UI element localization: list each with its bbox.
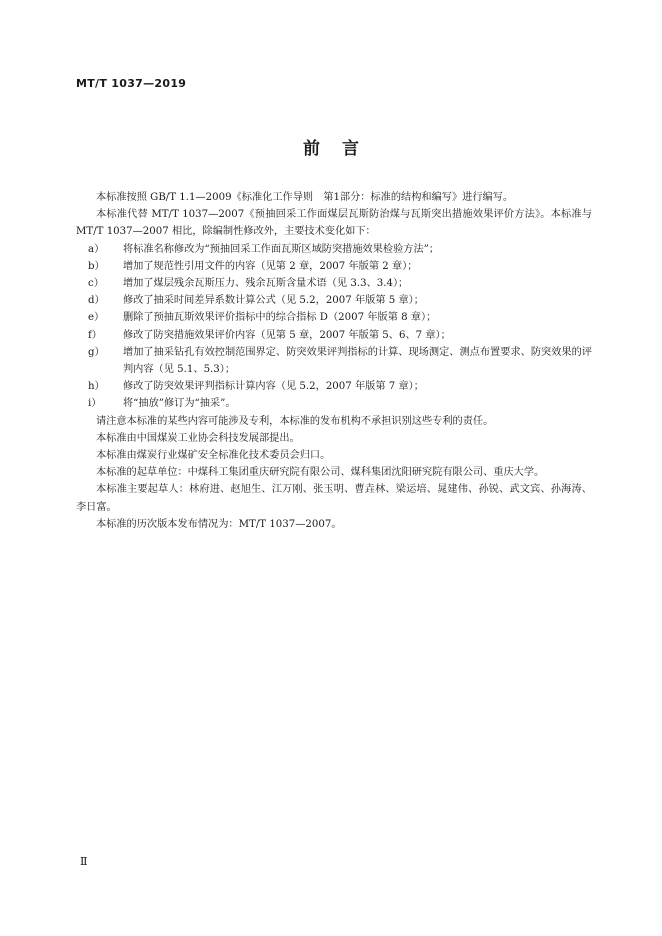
list-marker: a） (88, 243, 105, 255)
list-text: 修改了防突措施效果评价内容（见第 5 章，2007 年版第 5、6、7 章）； (123, 329, 451, 341)
list-text: 修改了抽采时间差异系数计算公式（见 5.2，2007 年版第 5 章）； (123, 295, 424, 307)
standard-code-header: MT/T 1037—2019 (76, 77, 187, 90)
list-item (76, 292, 592, 309)
list-text: 删除了预抽瓦斯效果评价指标中的综合指标 D（2007 年版第 8 章）； (123, 312, 437, 324)
page-title (0, 134, 662, 159)
list-item (76, 275, 592, 292)
page-number: Ⅱ (80, 855, 88, 868)
paragraph-proposer: 本标准由中国煤炭工业协会科技发展部提出。 (96, 432, 300, 444)
list-item (76, 395, 592, 412)
list-item (76, 258, 592, 275)
list-item (76, 378, 592, 395)
paragraph-drafting-rules: 本标准按照 GB/T 1.1—2009《标准化工作导则 第1部分：标准的结构和编写》进行编写。 (96, 192, 514, 203)
paragraph-committee: 本标准由煤炭行业煤矿安全标准化技术委员会归口。 (96, 450, 331, 462)
list-marker: g） (88, 346, 105, 358)
list-marker: h） (88, 381, 105, 393)
paragraph-drafting-units: 本标准的起草单位：中煤科工集团重庆研究院有限公司、煤科集团沈阳研究院有限公司、重庆大学。 (96, 467, 545, 479)
paragraph-drafters: 本标准主要起草人：林府进、赵旭生、江万刚、张玉明、曹垚林、梁运培、晁建伟、孙锐、武文宾、孙海涛、李日富。 (76, 484, 592, 513)
list-item (76, 241, 592, 258)
paragraph-replacement: 本标准代替 MT/T 1037—2007《预抽回采工作面煤层瓦斯防治煤与瓦斯突出措施效果评价方法》。本标准与 MT/T 1037—2007 相比，除编制性修改外，主要技术变化如下： (76, 209, 592, 238)
paragraph-history: 本标准的历次版本发布情况为：MT/T 1037—2007。 (96, 518, 342, 530)
paragraph-patent-notice: 请注意本标准的某些内容可能涉及专利，本标准的发布机构不承担识别这些专利的责任。 (96, 415, 494, 427)
changes-list (76, 241, 592, 413)
page-title-text: 前言 (303, 139, 381, 159)
foreword-body (76, 189, 592, 533)
list-marker: b） (88, 260, 105, 272)
list-item (76, 344, 592, 378)
list-item (76, 309, 592, 326)
list-text: 增加了规范性引用文件的内容（见第 2 章，2007 年版第 2 章）； (123, 260, 418, 272)
list-text: 将“抽放”修订为“抽采”。 (123, 398, 236, 410)
list-marker: e） (88, 312, 105, 324)
list-marker: c） (88, 278, 104, 290)
list-text: 增加了煤层残余瓦斯压力、残余瓦斯含量术语（见 3.3、3.4）； (123, 278, 409, 290)
list-text: 修改了防突效果评判指标计算内容（见 5.2，2007 年版第 7 章）； (123, 381, 424, 393)
list-item (76, 327, 592, 344)
list-marker: f） (88, 329, 102, 341)
list-marker: d） (88, 295, 105, 307)
list-text: 将标准名称修改为“预抽回采工作面瓦斯区域防突措施效果检验方法”； (123, 243, 440, 255)
list-marker: i） (88, 398, 102, 410)
list-text: 增加了抽采钻孔有效控制范围界定、防突效果评判指标的计算、现场测定、测点布置要求、防突效果的评判内容（见 5.1、5.3）； (123, 346, 592, 376)
